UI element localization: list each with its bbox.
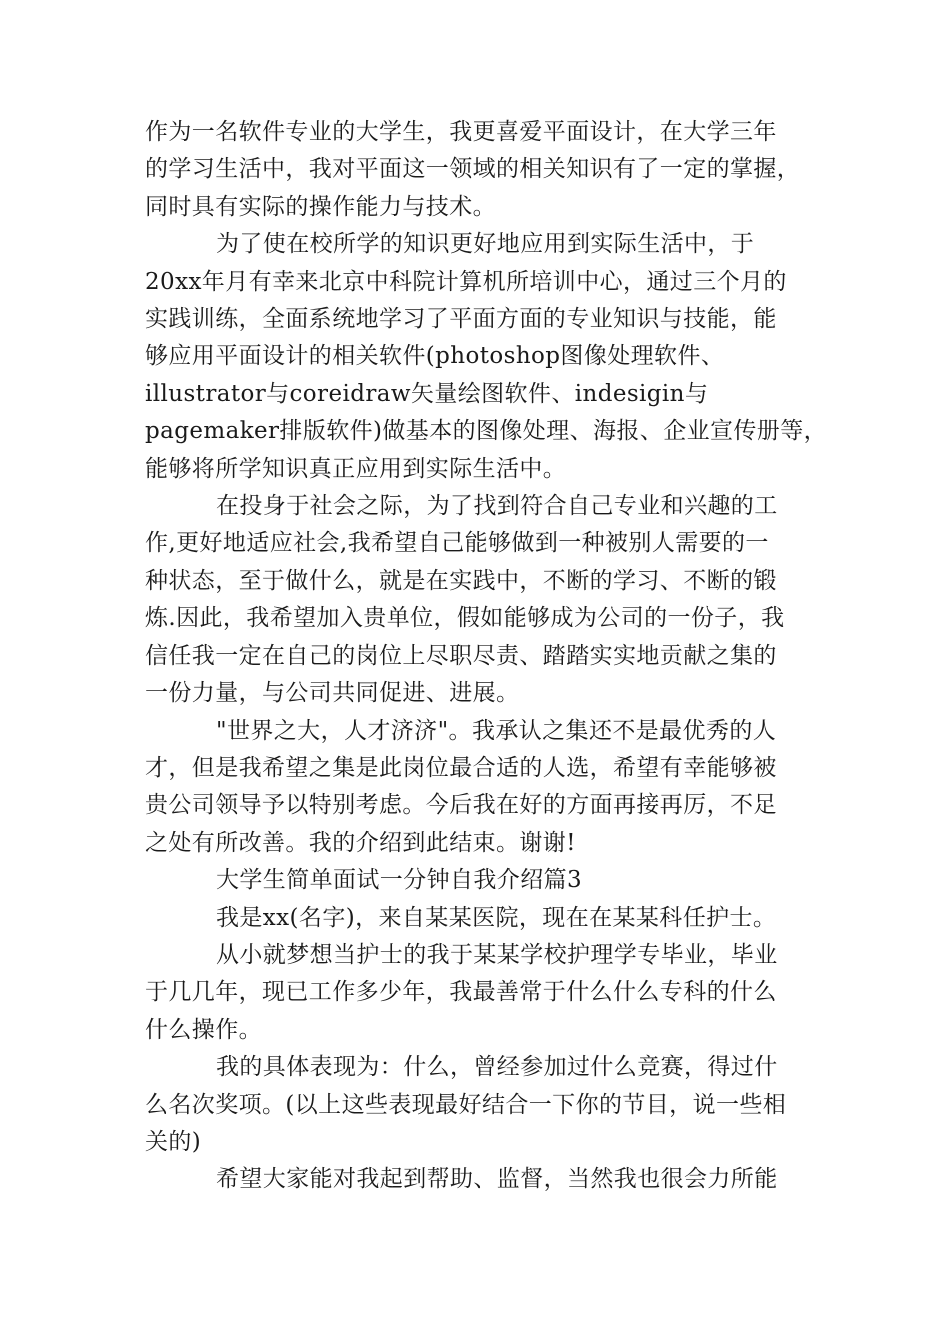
paragraph: [145, 114, 815, 226]
text-line: pagemaker排版软件)做基本的图像处理、海报、企业宣传册等，: [145, 418, 828, 445]
text-line: 大学生简单面试一分钟自我介绍篇3: [216, 867, 583, 894]
paragraph: [145, 713, 815, 863]
text-line: 关的): [145, 1128, 202, 1155]
document-body: [145, 114, 828, 1199]
text-line: 种状态，至于做什么，就是在实践中，不断的学习、不断的锻: [145, 567, 777, 594]
paragraph: [145, 1049, 815, 1161]
text-line: 信任我一定在自己的岗位上尽职尽责、踏踏实实地贡献之集的: [145, 642, 777, 669]
paragraph: [145, 226, 828, 488]
text-line: 炼.因此，我希望加入贵单位，假如能够成为公司的一份子，我: [145, 605, 785, 632]
text-line: 么名次奖项。(以上这些表现最好结合一下你的节目，说一些相: [145, 1091, 787, 1118]
text-line: 于几几年，现已工作多少年，我最善常于什么什么专科的什么: [145, 979, 777, 1006]
text-line: 20xx年月有幸来北京中科院计算机所培训中心，通过三个月的: [145, 268, 787, 295]
text-line: 我是xx(名字)，来自某某医院，现在在某某科任护士。: [216, 904, 777, 931]
text-line: 为了使在校所学的知识更好地应用到实际生活中，于: [216, 231, 755, 258]
text-line: 够应用平面设计的相关软件(photoshop图像处理软件、: [145, 343, 725, 370]
text-line: 一份力量，与公司共同促进、进展。: [145, 680, 520, 707]
text-line: 之处有所改善。我的介绍到此结束。谢谢!: [145, 829, 576, 856]
text-line: "世界之大，人才济济"。我承认之集还不是最优秀的人: [216, 717, 777, 744]
text-line: 我的具体表现为：什么，曾经参加过什么竞赛，得过什: [216, 1054, 778, 1081]
text-line: 能够将所学知识真正应用到实际生活中。: [145, 455, 567, 482]
text-line: 的学习生活中，我对平面这一领域的相关知识有了一定的掌握，: [145, 156, 801, 183]
text-line: 什么操作。: [145, 1016, 262, 1043]
text-line: illustrator与coreidraw矢量绘图软件、indesigin与: [145, 380, 709, 407]
text-line: 希望大家能对我起到帮助、监督，当然我也很会力所能: [216, 1166, 778, 1193]
paragraph: [145, 1161, 815, 1198]
text-line: 作为一名软件专业的大学生，我更喜爱平面设计，在大学三年: [145, 119, 777, 145]
text-line: 在投身于社会之际，为了找到符合自己专业和兴趣的工: [216, 493, 778, 520]
text-line: 才，但是我希望之集是此岗位最合适的人选，希望有幸能够被: [145, 754, 777, 781]
text-line: 实践训练，全面系统地学习了平面方面的专业知识与技能，能: [145, 306, 777, 333]
paragraph: [145, 937, 815, 1049]
text-line: 贵公司领导予以特别考虑。今后我在好的方面再接再厉，不足: [145, 792, 777, 819]
paragraph: [145, 900, 815, 937]
text-line: 同时具有实际的操作能力与技术。: [145, 193, 496, 220]
text-line: 作,更好地适应社会,我希望自己能够做到一种被别人需要的一: [145, 530, 769, 557]
text-line: 从小就梦想当护士的我于某某学校护理学专毕业，毕业: [216, 941, 778, 968]
paragraph: [145, 862, 815, 899]
paragraph: [145, 488, 815, 712]
